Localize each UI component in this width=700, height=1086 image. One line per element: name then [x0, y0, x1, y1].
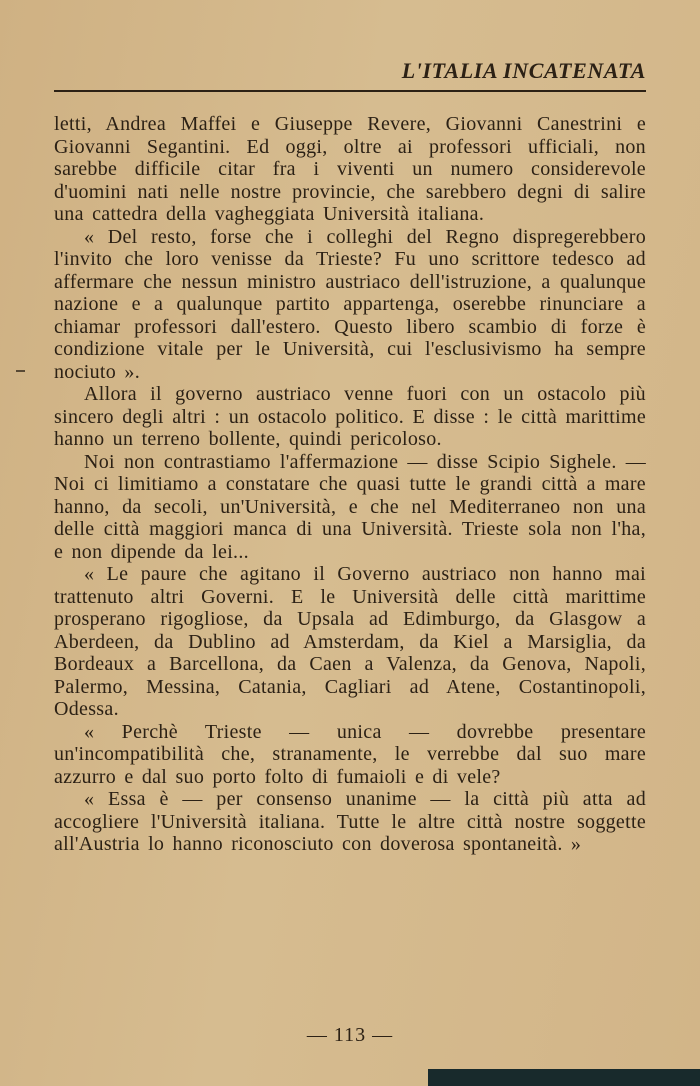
paragraph: « Essa è — per consenso unanime — la città più atta ad accogliere l'Università italiana. Tutte le altre città nostre soggette all'Austria lo hanno riconosciuto con doverosa spontaneità. » — [54, 788, 646, 855]
paragraph: « Le paure che agitano il Governo austriaco non hanno mai trattenuto altri Governi. E le Università delle città marittime prosperano rigogliose, da Upsala ad Edimburgo, da Glasgow a Aberdeen, da Dublino ad Amsterdam, da Kiel a Marsiglia, da Bordeaux a Barcellona, da Caen a Valenza, da Genova, Napoli, Palermo, Messina, Catania, Cagliari ad Atene, Costantinopoli, Odessa. — [54, 563, 646, 720]
scan-artifact-strip — [428, 1069, 700, 1086]
page-header — [54, 56, 646, 92]
page-number: — 113 — — [306, 1024, 394, 1046]
paragraph: Allora il governo austriaco venne fuori con un ostacolo più sincero degli altri : un ostacolo politico. E disse : le città marittime hanno un terreno bollente, quindi pericoloso. — [54, 383, 646, 450]
page-footer — [0, 1024, 700, 1047]
paragraph: « Perchè Trieste — unica — dovrebbe presentare un'incompatibilità che, stranamente, le verrebbe dal suo mare azzurro e dal suo porto folto di fumaioli e di vele? — [54, 720, 646, 788]
header-rule — [54, 90, 646, 92]
paragraph: « Del resto, forse che i colleghi del Regno dispregerebbero l'invito che loro venisse da Trieste? Fu uno scrittore tedesco ad affermare che nessun ministro austriaco dell'istruzione, a qualunque nazione e a qualunque partito appartenga, oserebbe rinunciare a chiamar professori dall'estero. Questo libero scambio di forze è condizione vitale per le Università, cui l'esclusivismo ha sempre nociuto ». — [54, 225, 646, 383]
margin-dash-artifact — [16, 370, 25, 372]
body-text — [54, 113, 646, 856]
running-title: L'ITALIA INCATENATA — [401, 58, 646, 83]
paragraph: letti, Andrea Maffei e Giuseppe Revere, Giovanni Canestrini e Giovanni Segantini. Ed oggi, oltre ai professori ufficiali, non sarebbe difficile citar fra i viventi un numero considerevole d'uomini nati nelle nostre provincie, che sarebbero degni di salire una cattedra della vagheggiata Università italiana. — [54, 113, 646, 225]
paragraph: Noi non contrastiamo l'affermazione — disse Scipio Sighele. — Noi ci limitiamo a constatare che quasi tutte le grandi città a mare hanno, da secoli, un'Università, e che nel Mediterraneo non una delle città maggiori manca di una Università. Trieste sola non l'ha, e non dipende da lei... — [54, 450, 646, 563]
